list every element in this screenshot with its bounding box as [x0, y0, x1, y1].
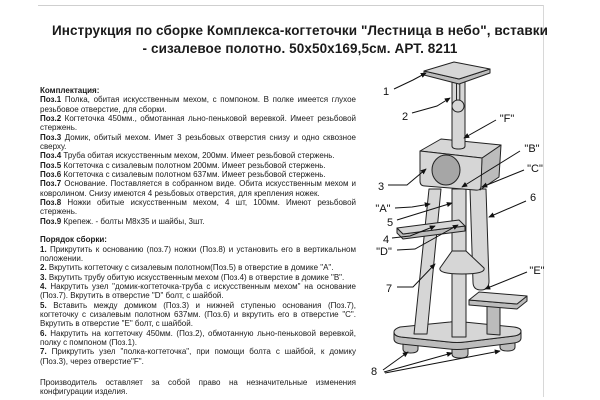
page-title [30, 22, 570, 58]
page-title-line1: Инструкция по сборке Комплекса-когтеточки "Лестница в небо", вставки [51, 23, 549, 38]
item-label: Поз.2 [40, 114, 62, 124]
assembly-step [40, 263, 356, 272]
house-hole [432, 155, 460, 185]
diagram-label-F: "F" [499, 113, 515, 125]
step-number: 7. [40, 347, 47, 357]
item-label: Поз.4 [40, 151, 62, 161]
diagram-label-3: 3 [377, 181, 385, 193]
item-label: Поз.1 [40, 95, 62, 105]
item-label: Поз.5 [40, 160, 62, 170]
pompom [452, 100, 464, 112]
callout-line-1 [394, 73, 426, 89]
diagram-label-B: "B" [524, 143, 540, 155]
equipment-item [40, 133, 356, 152]
assembly-step [40, 245, 356, 264]
step-number: 6. [40, 328, 47, 338]
step-text: Вкрутить трубу обитую искусственным мехом (Поз.4) в отверстие в домике "В". [48, 272, 345, 282]
item-label: Поз.9 [40, 216, 62, 226]
callout-line-A [395, 204, 430, 208]
page-frame-top [38, 5, 544, 6]
diagram-label-E: "E" [529, 265, 545, 277]
top-shelf [424, 62, 490, 84]
diagram-label-2: 2 [401, 111, 409, 123]
text-column [40, 86, 356, 397]
diagram-label-8: 8 [370, 366, 378, 378]
step-text: Прикрутить узел "полка-когтеточка", при помощи болта с шайбой, к домику (Поз.3), через отверстие"F". [40, 347, 356, 366]
equipment-item [40, 114, 356, 133]
equipment-item [40, 198, 356, 217]
item-label: Поз.8 [40, 198, 62, 208]
step-number: 4. [40, 281, 47, 291]
scratching-post-450 [452, 78, 465, 149]
page-title-line2: - сизалевое полотно. 50х50х169,5см. АРТ. 8211 [142, 40, 458, 56]
item-label: Поз.6 [40, 170, 62, 180]
assembly-step [40, 282, 356, 301]
step-number: 2. [40, 263, 47, 273]
step-text: Накрутить на когтеточку 450мм. (Поз.2), обмотанную льно-пеньковой веревкой, полку с помпоном (Поз.1). [40, 328, 356, 347]
item-label: Поз.7 [40, 179, 62, 189]
callout-line-5 [397, 203, 452, 220]
step-number: 3. [40, 272, 47, 282]
cat-tree-diagram [352, 58, 568, 400]
diagram-label-5: 5 [386, 217, 394, 229]
step-text: Накрутить узел "домик-когтеточка-труба с искусственным мехом" на основание (Поз.7). Вкрутить в отверстие "D" болт, с шайбой. [40, 281, 356, 301]
equipment-item [40, 161, 356, 170]
item-text: Труба обитая искусственным мехом, 200мм. Имеет резьбовой стержень. [63, 151, 335, 161]
equipment-item [40, 179, 356, 198]
item-text: Ножки обитые искусственным мехом, 4 шт, 100мм. Имеют резьбовой стержень. [40, 198, 356, 217]
item-text: Полка, обитая искусственным мехом, с помпоном. В полке имеется глухое резьбовое отверстие, для сборки. [40, 95, 356, 114]
diagram-label-1: 1 [382, 86, 390, 98]
item-label: Поз.3 [40, 132, 62, 142]
assembly-step [40, 301, 356, 329]
equipment-item [40, 217, 356, 226]
manufacturer-note: Производитель оставляет за собой право на незначительные изменения конфигурации изделия. [40, 377, 356, 397]
equipment-item [40, 95, 356, 114]
assembly-step [40, 347, 356, 366]
equipment-item [40, 151, 356, 160]
diagram-label-7: 7 [385, 283, 393, 295]
step-text: Прикрутить к основанию (поз.7) ножки (Поз.8) и установить его в вертикальном положении. [40, 244, 356, 263]
callout-line-6 [489, 201, 526, 217]
item-text: Основание. Поставляется в собранном виде. Обита искусственным мехом и ковролином. Снизу имеются 4 резьбовых отверстия, для крепления ножек. [40, 179, 356, 198]
step-number: 5. [40, 300, 47, 310]
item-text: Домик, обитый мехом. Имет 3 резьбовых отверстия снизу и одно сквозное сверху. [40, 132, 356, 152]
lower-step [469, 292, 527, 309]
equipment-heading: Комплектация: [40, 86, 100, 95]
item-text: Когтеточка 450мм., обмотанная льно-пеньковой веревкой. Имеет резьбовой стержень. [40, 114, 356, 133]
diagram-label-C: "C" [527, 163, 543, 175]
step-number: 1. [40, 244, 47, 254]
assembly-step [40, 329, 356, 348]
diagram-label-4: 4 [382, 234, 390, 246]
callout-line-8a [383, 352, 408, 370]
callout-line-8c [385, 351, 500, 373]
callout-line-E [485, 272, 527, 289]
diagram-label-A: "A" [375, 203, 391, 215]
step-support-pole [487, 304, 500, 335]
diagram-label-D: "D" [376, 246, 392, 258]
item-text: Крепеж. - болты М8х35 и шайбы, 3шт. [63, 216, 205, 226]
equipment-item [40, 170, 356, 179]
item-text: Когтеточка с сизалевым полотном 200мм. Имеет резьбовой стержень. [63, 160, 326, 170]
callout-line-2 [412, 98, 450, 113]
assembly-step [40, 273, 356, 282]
diagram-label-6: 6 [529, 192, 537, 204]
assembly-heading: Порядок сборки: [40, 235, 107, 245]
step-text: Вставить между домиком (Поз.3) и нижней ступенью основания (Поз.7), когтеточку с сизалевым полотном 637мм. (Поз.6) и вкрутить его в отверстие "С". Вкрутить в отверстие "Е" болт, с шайбой. [40, 300, 356, 329]
item-text: Когтеточка с сизалевым полотном 637мм. Имеет резьбовой стержень. [63, 170, 326, 180]
sisal-post-637 [470, 189, 489, 290]
step-text: Вкрутить когтеточку с сизалевым полотном(Поз.5) в отверстие в домике "А". [48, 263, 334, 273]
callout-line-F [464, 120, 496, 138]
